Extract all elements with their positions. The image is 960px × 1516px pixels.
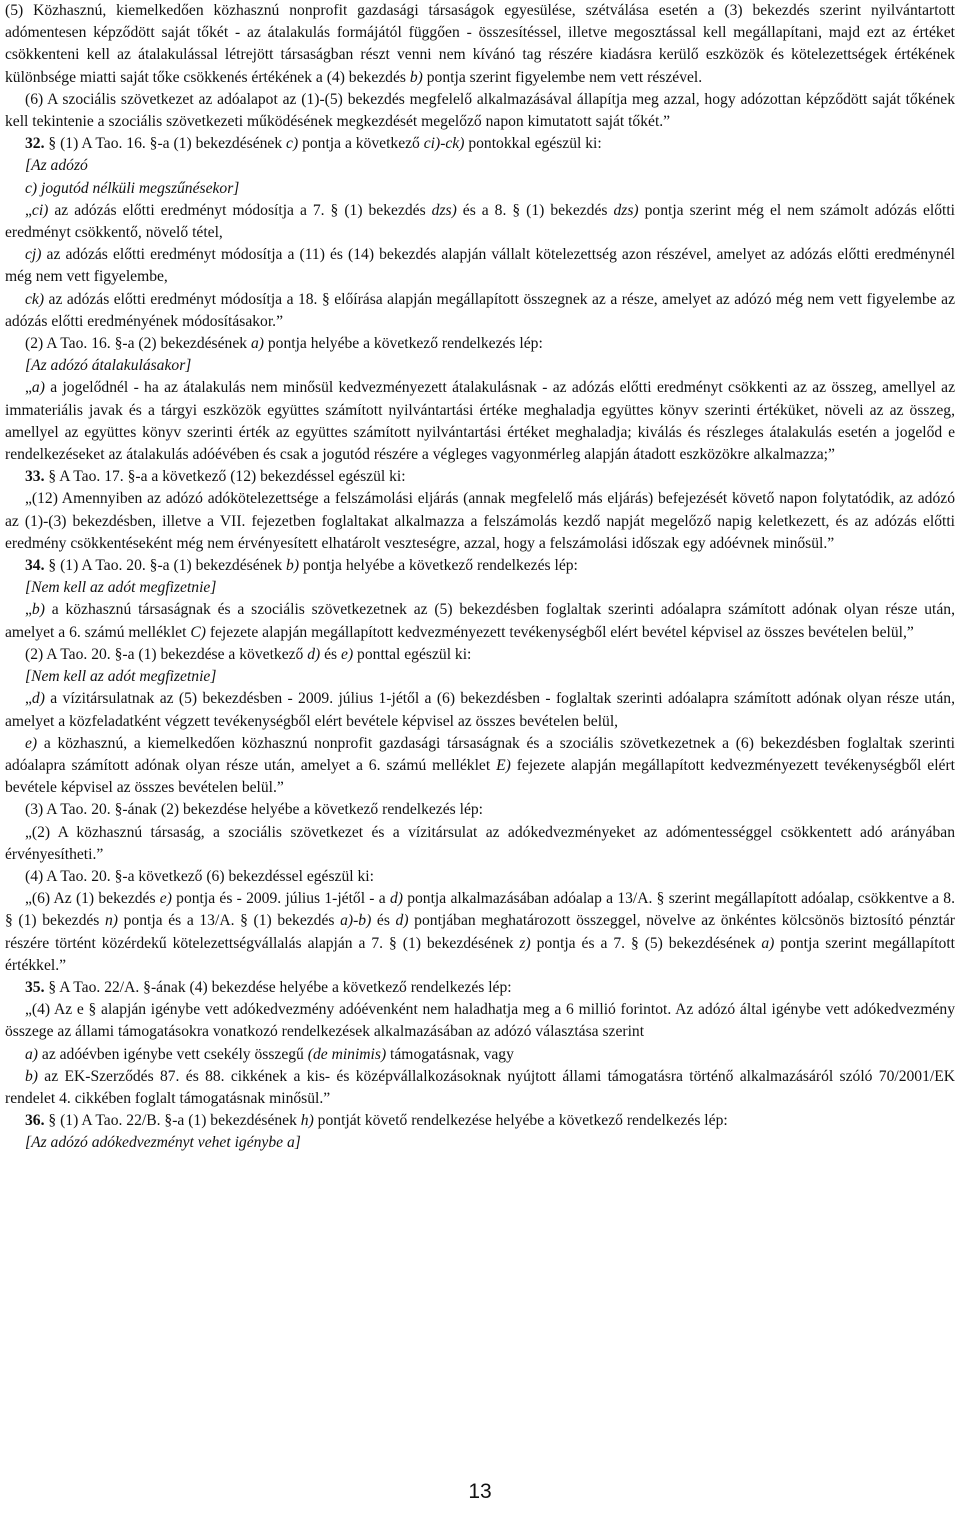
italic-text: ck) — [25, 290, 45, 308]
italic-text: dzs) — [613, 201, 639, 219]
italic-text: [Nem kell az adót megfizetnie] — [25, 579, 217, 597]
text-run: az adózás előtti eredményt módosítja a 7. § (1) bekezdés — [48, 201, 432, 219]
italic-text: C) — [190, 623, 206, 641]
text-run: (3) A Tao. 20. §-ának (2) bekezdése helyébe a következő rendelkezés lép: — [25, 801, 484, 819]
italic-text: a) — [25, 1045, 38, 1063]
paragraph — [5, 599, 955, 643]
text-run: (2) A Tao. 20. §-a (1) bekezdése a következő — [25, 645, 308, 663]
italic-text: b) — [31, 601, 45, 619]
section-number: 35. — [25, 978, 45, 996]
text-run: pontja helyébe a következő rendelkezés lép: — [299, 557, 578, 575]
italic-text: [Nem kell az adót megfizetnie] — [25, 668, 217, 686]
paragraph — [5, 89, 955, 133]
paragraph — [5, 977, 955, 999]
italic-text: b) — [409, 68, 423, 86]
text-run: „(4) Az e § alapján igénybe vett adókedvezmény adóévenként nem haladhatja meg a 6 millió forintot. Az adózó által igénybe vett adókedvezmény összege az állami támogatásokra vonatkozó rendelkezések alkalmazásában az adózó választása szerint — [5, 1001, 955, 1041]
text-run: (5) Közhasznú, kiemelkedően közhasznú nonprofit gazdasági társaságok egyesülése, szétválása esetén a (3) bekezdés szerint nyilvántartott adómentesen képződött saját tőkét - az átalakulás formájától függően - összesítéssel, illetve megosztással kell megállapítani, majd ezt az értéket csökkenteni kell az átalakulással létrejött társaságban részt venni nem kívánó tag részére kiadásra kerülő eszközök és kötelezettségek értékének különbsége miatti saját tőke csökkenés értékének a (4) bekezdés — [5, 2, 955, 86]
text-run: az EK-Szerződés 87. és 88. cikkének a kis- és középvállalkozásoknak nyújtott állami támogatásra történő alkalmazásáról szóló 70/2001/EK rendelet 4. cikkében foglalt támogatásnak minősül.” — [5, 1067, 955, 1107]
italic-text: [Az adózó átalakulásakor] — [25, 357, 192, 375]
text-run: a jogelődnél - ha az átalakulás nem minősül kedvezményezett átalakulásnak - az adózás előtti eredményt csökkenti az az összeg, amellyel az immateriális javak és a tárgyi eszközök együttes számított nyilvántartási értéke meghaladja együttes könyv szerinti értéküket, növeli az az összeg, amellyel az együttes könyv szerinti érték az együttes számított nyilvántartási értéket meghaladja; kiválás és részleges átalakulás esetén a jogelőd e rendelkezéseket az átalakulás adóévében és csak a jogutód részére a végleges vagyonmérleg alapján átadott eszközökre alkalmazza;” — [5, 379, 955, 464]
text-run: pontokkal egészül ki: — [464, 135, 602, 153]
text-run: pontját követő rendelkezése helyébe a következő rendelkezés lép: — [313, 1112, 728, 1130]
text-run: pontja és a 7. § (5) bekezdésének — [530, 934, 762, 952]
text-run: pontja szerint megállapított értékkel.” — [5, 934, 955, 974]
italic-text: b) — [286, 557, 300, 575]
page-number: 13 — [468, 1480, 492, 1503]
italic-text: [Az adózó adókedvezményt vehet igénybe a] — [25, 1134, 301, 1152]
paragraph — [5, 999, 955, 1043]
paragraph — [5, 289, 955, 333]
text-run: ponttal egészül ki: — [353, 645, 472, 663]
section-number: 32. — [25, 135, 45, 153]
italic-text: ci)-ck) — [423, 135, 465, 153]
italic-text: [Az adózó — [25, 157, 88, 175]
text-run: az adóévben igénybe vett csekély összegű — [38, 1045, 308, 1063]
paragraph — [5, 466, 955, 488]
text-run: pontja és a 13/A. § (1) bekezdés — [118, 912, 341, 930]
text-run: pontja szerint figyelembe nem vett részével. — [422, 68, 703, 86]
section-number: 36. — [25, 1112, 45, 1130]
italic-text: e) — [159, 890, 172, 908]
italic-text: E) — [496, 756, 511, 774]
text-run: pontjában meghatározott összeggel, növelve az önkéntes kölcsönös biztosító pénztár részére történt közérdekű kötelezettségvállalás alapján a 7. § (1) bekezdésének — [5, 912, 955, 952]
text-run: „ — [25, 690, 32, 708]
paragraph — [5, 200, 955, 244]
text-run: „ — [25, 201, 32, 219]
text-run: (2) A Tao. 16. §-a (2) bekezdésének — [25, 335, 251, 353]
text-run: „(2) A közhasznú társaság, a szociális szövetkezet és a vízitársulat az adókedvezményeket az adómentességgel csökkentett adó arányában érvényesítheti.” — [5, 823, 955, 863]
text-run: „(12) Amennyiben az adózó adókötelezettsége a felszámolási eljárás (annak megfelelő más eljárás) befejezését követő napon folytatódik, az adózó az (1)-(3) bekezdésben, illetve a VII. fejezetben foglaltakat alkalmazza a felszámolás kezdő napját megelőző napig keletkezett, és az adózás előtti eredmény csökkentéseként még nem érvényesített elhatárolt veszteségre, azzal, hogy a felszámolási időszak egy adóévnek minősül.” — [5, 490, 955, 552]
italic-text: cj) — [25, 246, 42, 264]
italic-text: a)-b) — [340, 912, 372, 930]
italic-text: a) — [761, 934, 775, 952]
text-run: fejezete alapján megállapított kedvezményezett tevékenységből elért bevétele képvisel az összes bevételen belül.” — [5, 756, 955, 797]
text-run: az adózás előtti eredményt módosítja a (11) és (14) bekezdés alapján vállalt kötelezettség azon részével, amelyet az adózás előtti eredménynél még nem vett figyelembe, — [5, 246, 955, 286]
italic-text: h) — [300, 1112, 314, 1130]
text-run: és — [371, 912, 396, 930]
paragraph — [5, 799, 955, 821]
section-number: 34. — [25, 557, 45, 575]
paragraph — [5, 644, 955, 666]
paragraph — [5, 555, 955, 577]
paragraph — [5, 355, 955, 377]
text-run: pontja alkalmazásában adóalap a 13/A. § szerint megállapított adóalap, csökkentve a 8. § (1) bekezdés — [5, 890, 955, 930]
text-run: a közhasznú, a kiemelkedően közhasznú nonprofit gazdasági társaságnak és a szociális szövetkezetnek a (6) bekezdésben foglaltak szerinti adóalapra számított adónak olyan része után, amelyet a 6. számú melléklet — [5, 734, 955, 774]
text-run: (6) A szociális szövetkezet az adóalapot az (1)-(5) bekezdés megfelelő alkalmazásával állapítja meg azzal, hogy adózottan képződött saját tőkének kell tekintenie a szociális szövetkezeti működésének megkezdését megelőző napon kimutatott saját tőkét.” — [5, 90, 955, 131]
text-run: a közhasznú társaságnak és a szociális szövetkezetnek az (5) bekezdésben foglaltak szerinti adóalapra számított adónak olyan része után, amelyet a 6. számú melléklet — [5, 601, 955, 641]
italic-text: ci) — [31, 201, 49, 219]
paragraph — [5, 155, 955, 177]
text-run: § (1) A Tao. 22/B. §-a (1) bekezdésének — [44, 1112, 301, 1130]
text-run: pontja helyébe a következő rendelkezés lép: — [263, 335, 543, 353]
paragraph — [5, 377, 955, 466]
paragraph — [5, 178, 955, 200]
text-run: az adózás előtti eredményt módosítja a 18. § előírása alapján megállapított összegnek az a része, amelyet az adózó még nem vett figyelembe az adózás előtti eredményének módosításakor.” — [5, 290, 955, 330]
text-run: pontja szerint még el nem számolt adózás előtti eredményt csökkentő, növelő tétel, — [5, 201, 955, 242]
paragraph — [5, 1110, 955, 1132]
italic-text: n) — [105, 912, 118, 930]
paragraph — [5, 888, 955, 977]
paragraph — [5, 0, 955, 89]
text-run: § (1) A Tao. 20. §-a (1) bekezdésének — [44, 557, 287, 575]
italic-text: d) — [31, 690, 45, 708]
section-number: 33. — [25, 468, 45, 486]
italic-text: c) — [286, 135, 299, 153]
text-run: „ — [25, 601, 32, 619]
text-run: § A Tao. 17. §-a a következő (12) bekezdéssel egészül ki: — [44, 468, 406, 486]
paragraph — [5, 1132, 955, 1154]
paragraph — [5, 244, 955, 288]
italic-text: z) — [519, 934, 531, 952]
paragraph — [5, 133, 955, 155]
italic-text: c) jogutód nélküli megszűnésekor] — [25, 179, 240, 197]
paragraph — [5, 822, 955, 866]
italic-text: a) — [250, 335, 264, 353]
italic-text: d) — [395, 912, 409, 930]
paragraph — [5, 577, 955, 599]
text-run: § A Tao. 22/A. §-ának (4) bekezdése helyébe a következő rendelkezés lép: — [44, 978, 512, 996]
paragraph — [5, 488, 955, 555]
paragraph — [5, 333, 955, 355]
text-run: „ — [25, 379, 32, 397]
document-page — [5, 0, 955, 1155]
text-run: § (1) A Tao. 16. §-a (1) bekezdésének — [44, 135, 287, 153]
text-run: „(6) Az (1) bekezdés — [25, 890, 160, 908]
italic-text: (de minimis) — [307, 1045, 387, 1063]
paragraph — [5, 666, 955, 688]
italic-text: a) — [31, 379, 45, 397]
italic-text: b) — [25, 1067, 38, 1085]
italic-text: dzs) — [431, 201, 457, 219]
text-run: pontja és - 2009. július 1-jétől - a — [171, 890, 390, 908]
text-run: (4) A Tao. 20. §-a következő (6) bekezdéssel egészül ki: — [25, 867, 374, 885]
italic-text: e) — [341, 645, 354, 663]
italic-text: d) — [307, 645, 321, 663]
paragraph — [5, 1044, 955, 1066]
text-run: pontja a következő — [298, 135, 424, 153]
text-run: és — [320, 645, 342, 663]
text-run: fejezete alapján megállapított kedvezményezett tevékenységből elért bevétel képvisel az összes bevételen belül,” — [205, 623, 914, 641]
text-run: a vízitársulatnak az (5) bekezdésben - 2009. július 1-jétől a (6) bekezdésben - foglaltak szerinti adóalapra számított adónak olyan része után, amelyet a közfeladatként végzett tevékenységből elért bevétele képvisel az összes bevételen belül, — [5, 690, 955, 730]
paragraph — [5, 688, 955, 732]
italic-text: d) — [389, 890, 403, 908]
paragraph — [5, 866, 955, 888]
italic-text: e) — [25, 734, 38, 752]
text-run: támogatásnak, vagy — [386, 1045, 514, 1063]
text-run: és a 8. § (1) bekezdés — [456, 201, 614, 219]
paragraph — [5, 1066, 955, 1110]
paragraph — [5, 733, 955, 800]
